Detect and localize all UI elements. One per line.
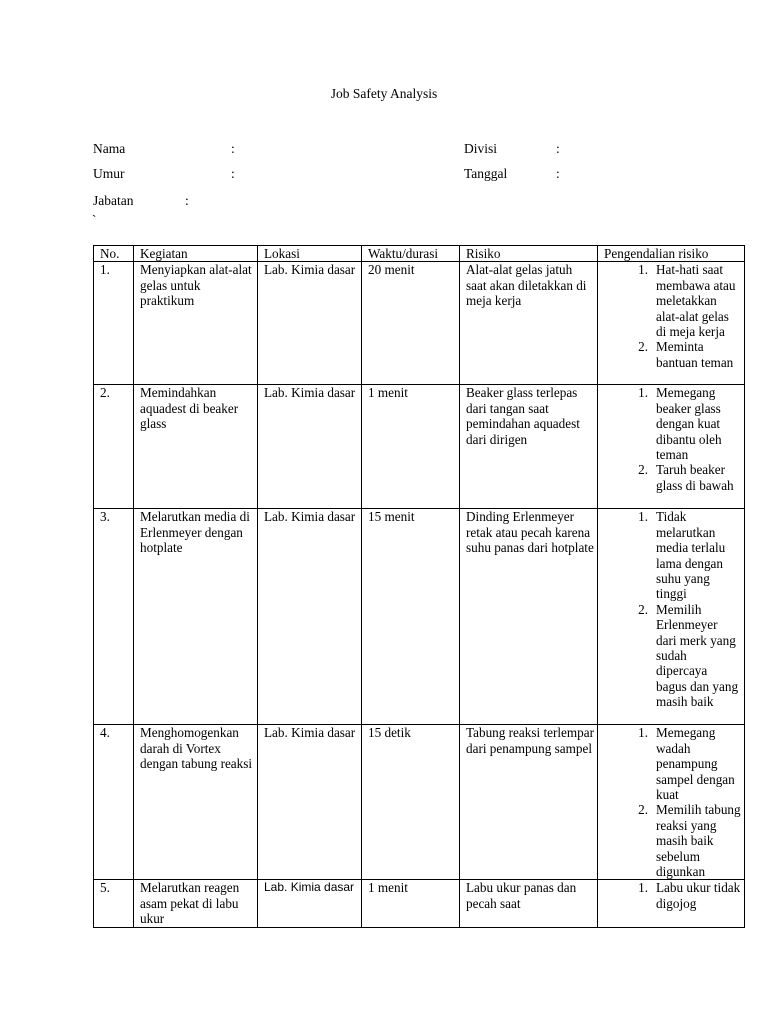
nama-label: Nama	[93, 141, 126, 156]
row-risiko: Dinding Erlenmeyer retak atau pecah karena suhu panas dari hotplate	[460, 509, 598, 725]
row-pengendalian	[598, 262, 745, 385]
header-lokasi: Lokasi	[258, 246, 362, 262]
row-waktu: 1 menit	[362, 880, 460, 927]
row-no: 5.	[94, 880, 134, 927]
row-kegiatan: Melarutkan reagen asam pekat di labu ukur	[134, 880, 258, 927]
control-item	[604, 725, 741, 802]
table-row	[94, 509, 745, 725]
header-kegiatan: Kegiatan	[134, 246, 258, 262]
header-waktu: Waktu/durasi	[362, 246, 460, 262]
row-no: 1.	[94, 262, 134, 385]
row-risiko: Beaker glass terlepas dari tangan saat pemindahan aquadest dari dirigen	[460, 385, 598, 509]
control-list	[604, 880, 741, 911]
control-item	[604, 802, 741, 879]
control-text: Hat-hati saat membawa atau meletakkan alat-alat gelas di meja kerja	[656, 262, 736, 340]
table-header-row	[94, 246, 745, 262]
nama-colon: :	[231, 141, 235, 156]
row-lokasi: Lab. Kimia dasar	[258, 385, 362, 509]
row-no: 4.	[94, 725, 134, 880]
row-pengendalian	[598, 880, 745, 927]
divisi-label: Divisi	[464, 141, 498, 156]
row-risiko: Alat-alat gelas jatuh saat akan diletakkan di meja kerja	[460, 262, 598, 385]
control-item	[604, 385, 741, 462]
row-kegiatan: Menghomogenkan darah di Vortex dengan tabung reaksi	[134, 725, 258, 880]
control-text: Memegang beaker glass dengan kuat dibantu oleh teman	[656, 385, 722, 463]
control-item	[604, 602, 741, 710]
row-risiko: Labu ukur panas dan pecah saat	[460, 880, 598, 927]
table-row	[94, 262, 745, 385]
control-item	[604, 462, 741, 493]
header-pengendalian: Pengendalian risiko	[598, 246, 745, 262]
header-no: No.	[94, 246, 134, 262]
row-kegiatan: Memindahkan aquadest di beaker glass	[134, 385, 258, 509]
page-title: Job Safety Analysis	[330, 86, 438, 101]
row-pengendalian	[598, 385, 745, 509]
table-row	[94, 880, 745, 927]
row-lokasi: Lab. Kimia dasar	[258, 509, 362, 725]
row-pengendalian	[598, 509, 745, 725]
control-number: 1.	[638, 262, 648, 278]
row-pengendalian	[598, 725, 745, 880]
control-text: Meminta bantuan teman	[656, 339, 734, 370]
table-row	[94, 385, 745, 509]
tanggal-colon: :	[556, 166, 560, 181]
row-lokasi: Lab. Kimia dasar	[258, 880, 362, 927]
row-kegiatan: Melarutkan media di Erlenmeyer dengan hotplate	[134, 509, 258, 725]
row-no: 2.	[94, 385, 134, 509]
control-item	[604, 339, 741, 370]
control-number: 1.	[638, 385, 648, 401]
umur-label: Umur	[93, 166, 125, 181]
table-row	[94, 725, 745, 880]
control-number: 1.	[638, 509, 648, 525]
row-lokasi: Lab. Kimia dasar	[258, 262, 362, 385]
control-list	[604, 509, 741, 709]
control-number: 2.	[638, 601, 648, 617]
control-text: Memegang wadah penampung sampel dengan kuat	[656, 725, 735, 803]
jsa-table	[93, 245, 745, 928]
row-waktu: 1 menit	[362, 385, 460, 509]
control-number: 1.	[638, 880, 648, 896]
control-number: 1.	[638, 725, 648, 741]
control-item	[604, 880, 741, 911]
control-number: 2.	[638, 339, 648, 355]
row-kegiatan: Menyiapkan alat-alat gelas untuk praktikum	[134, 262, 258, 385]
stray-mark: `	[92, 212, 97, 227]
jabatan-colon: :	[185, 193, 189, 208]
control-text: Memilih tabung reaksi yang masih baik sebelum digunkan	[656, 802, 741, 880]
control-text: Labu ukur tidak digojog	[656, 880, 741, 911]
control-item	[604, 509, 741, 601]
divisi-colon: :	[556, 141, 560, 156]
control-list	[604, 725, 741, 879]
tanggal-label: Tanggal	[464, 166, 508, 181]
control-number: 2.	[638, 802, 648, 818]
control-text: Memilih Erlenmeyer dari merk yang sudah dipercaya bagus dan yang masih baik	[656, 601, 739, 710]
control-list	[604, 385, 741, 493]
jabatan-label: Jabatan	[93, 193, 134, 208]
control-number: 2.	[638, 462, 648, 478]
header-risiko: Risiko	[460, 246, 598, 262]
control-text: Tidak melarutkan media terlalu lama dengan suhu yang tinggi	[656, 509, 726, 602]
control-text: Taruh beaker glass di bawah	[656, 462, 734, 493]
row-waktu: 15 menit	[362, 509, 460, 725]
row-risiko: Tabung reaksi terlempar dari penampung sampel	[460, 725, 598, 880]
row-waktu: 15 detik	[362, 725, 460, 880]
row-no: 3.	[94, 509, 134, 725]
row-lokasi: Lab. Kimia dasar	[258, 725, 362, 880]
control-list	[604, 262, 741, 370]
row-waktu: 20 menit	[362, 262, 460, 385]
umur-colon: :	[231, 166, 235, 181]
control-item	[604, 262, 741, 339]
